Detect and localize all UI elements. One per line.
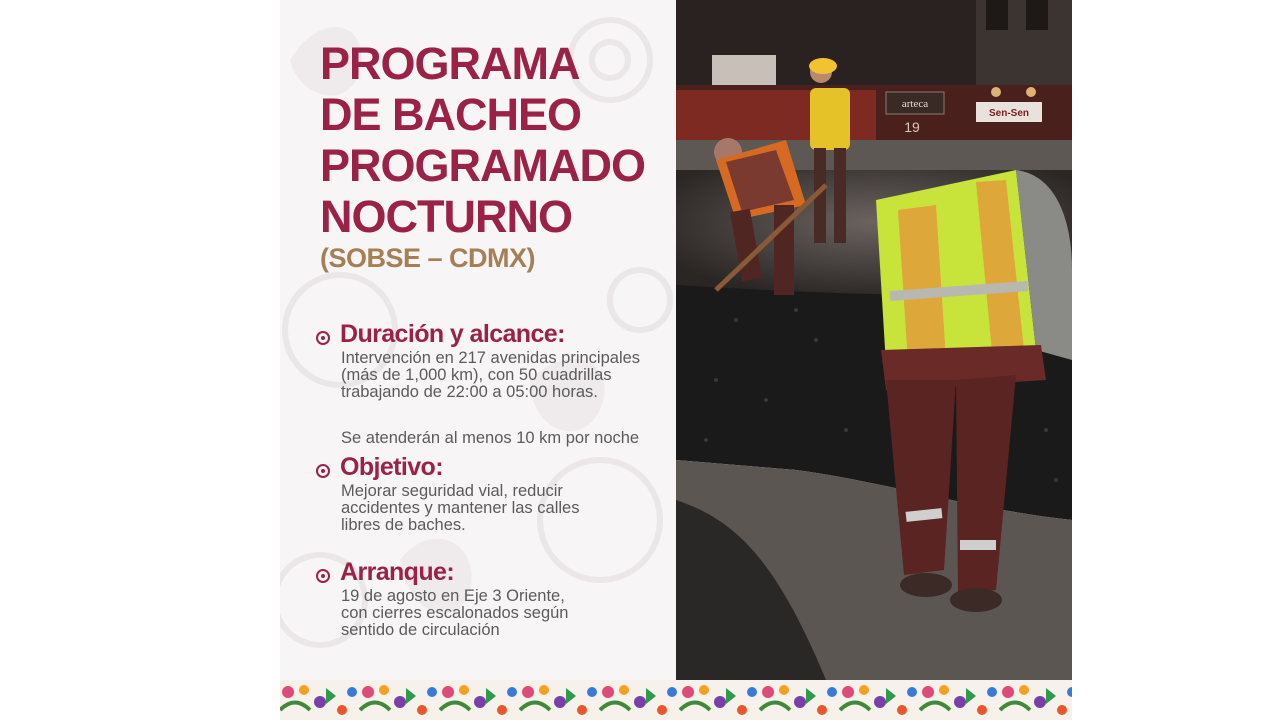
page-subtitle: (SOBSE – CDMX) [320,243,536,273]
bullet-icon [316,331,330,345]
bullet-icon [316,569,330,583]
street-number: 19 [904,119,920,135]
bullet-icon [316,464,330,478]
section-body: 19 de agosto en Eje 3 Oriente, con cierres escalonados según sentido de circulación [341,587,569,639]
infographic-card [280,0,1072,720]
page-title [320,38,645,242]
title-line: DE BACHEO [320,89,582,140]
floral-border-pattern [280,680,1072,720]
section-title: Duración y alcance: [340,320,565,348]
title-line: PROGRAMADO [320,140,645,191]
section-note: Se atenderán al menos 10 km por noche [341,429,640,447]
store-sign: Sen-Sen [988,108,1030,119]
text-panel [280,0,676,680]
shop-sign: arteca [901,98,929,110]
section-body: Mejorar seguridad vial, reducir accidentes y mantener las calles libres de baches. [341,482,580,534]
title-line: PROGRAMA [320,38,580,89]
section-title: Arranque: [340,558,455,586]
road-work-photo [676,0,1072,680]
floral-border [280,680,1072,720]
title-line: NOCTURNO [320,191,572,242]
road-work-illustration [676,0,1072,680]
section-title: Objetivo: [340,453,443,481]
section-body: Intervención en 217 avenidas principales (más de 1,000 km), con 50 cuadrillas trabajando de 22:00 a 05:00 horas. [341,349,641,401]
